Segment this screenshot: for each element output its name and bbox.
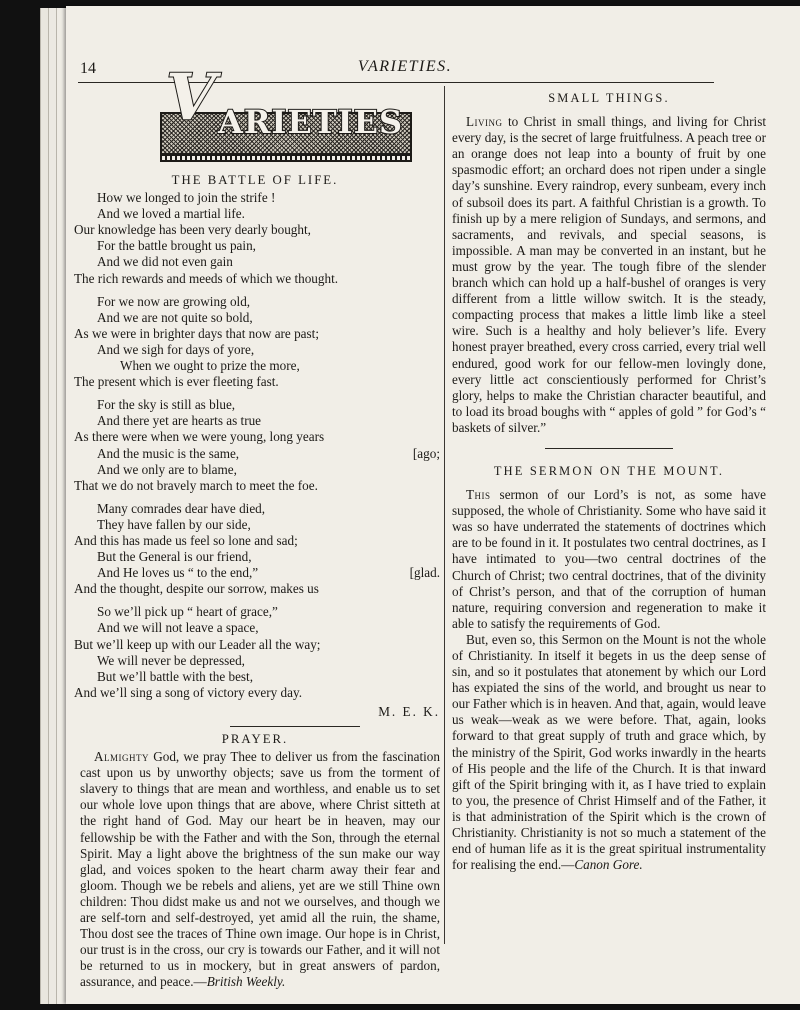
poem-line-text: We will never be depressed,: [97, 652, 245, 668]
prayer-credit: British Weekly.: [206, 974, 286, 990]
sermon-paragraph-2: [452, 632, 766, 873]
poem-line: [80, 310, 440, 326]
poem-line: [74, 478, 440, 494]
prayer-body: God, we pray Thee to deliver us from the fascination cast upon us by unworthy objects; save us from the torment of slavery to things that are mean and worthless, and enable us to set our whole love upon things that are above, where Christ sitteth at the right hand of God. May our heart be in heaven, may our fellowship be with the Father and with the Son, through the eternal Spirit. May a light above the brightness of the sun make our way glad, and voices spoken to the heart charm away their fear and gloom. Though we be rebels and aliens, yet are we still Thine own children: Thou didst make us and not we ourselves, and though we are self-torn and self-destroyed, yet amid all the ruin, the shame, Thou dost see the traces of Thine own image. Our hope is in Christ, our trust is in the cross, our cry is towards our Father, and it will not be returned to us in mockery, but in great answers of pardon, assurance, and peace.—: [80, 749, 440, 990]
poem-stanza: [74, 500, 440, 598]
poem-line: [74, 533, 440, 549]
sermon-p2-body: But, even so, this Sermon on the Mount is not the whole of Christianity. In itself it begets in us the deep sense of sin, and so it postulates that atonement by which our Lord has expiated the sins of the world, and brought us near to our Father which is in heaven. And that, again, would leave us weak—weak as we were before. That, again, looks forward to that great supply of truth and grace which, by the ministry of the Spirit, God works inwardly in the hearts of His people and the life of the Church. It is that inward gift of the Spirit bringing with it, as I have tried to explain to you, the presence of Christ Himself and of the Father, it is that administration of the Spirit which is the crown of Christianity. Christianity is not so much a statement of the end of human life as it is the great spiritual instrumentality for realising the end.—: [452, 631, 766, 873]
poem-line: [80, 620, 440, 636]
poem-line: [74, 222, 440, 238]
poem-line-text: And we will not leave a space,: [97, 620, 259, 636]
poem-line-text: And we sigh for days of yore,: [97, 341, 255, 357]
running-title: VARIETIES.: [357, 58, 453, 75]
poem-line-text: They have fallen by our side,: [97, 516, 251, 532]
poem-signature: M. E. K.: [378, 703, 440, 719]
poem-line: [80, 501, 440, 517]
poem-line-text: And the music is the same,: [97, 445, 240, 461]
poem-line-text: And we are not quite so bold,: [97, 309, 253, 325]
poem-line-text: Many comrades dear have died,: [97, 500, 266, 516]
poem-line-text: And the thought, despite our sorrow, makes us: [74, 581, 319, 597]
poem-line-text: The present which is ever fleeting fast.: [74, 374, 279, 390]
poem-line: [80, 549, 440, 565]
section-divider: [230, 726, 360, 727]
small-things-title: SMALL THINGS.: [548, 91, 670, 105]
sermon-lead-word: This: [466, 487, 491, 503]
section-divider: [545, 448, 673, 449]
prayer-title: PRAYER.: [221, 732, 289, 746]
sermon-title: THE SERMON ON THE MOUNT.: [493, 463, 725, 478]
prayer-text: [80, 749, 440, 990]
poem-title: THE BATTLE OF LIFE.: [171, 173, 339, 187]
poem-line-text: And we loved a martial life.: [97, 206, 245, 222]
poem-line-text: And we’ll sing a song of victory every day.: [74, 684, 303, 700]
poem-stanza: [74, 293, 440, 391]
poem-line: [80, 446, 440, 462]
column-rule: [444, 86, 445, 944]
sermon-paragraph-1: [452, 487, 766, 632]
small-things-lead-word: Living: [466, 114, 503, 130]
poem-stanza: [74, 397, 440, 494]
poem-line-text: For the sky is still as blue,: [97, 397, 236, 413]
poem-line: [80, 669, 440, 685]
poem-line: [80, 413, 440, 429]
poem-line-text: So we’ll pick up “ heart of grace,”: [97, 604, 278, 620]
banner-word: ARIETIES: [218, 103, 404, 141]
poem-line: [80, 190, 440, 206]
poem-line: [74, 326, 440, 342]
magazine-page: [66, 6, 800, 1004]
poem-line-text: The rich rewards and meeds of which we thought.: [74, 270, 339, 286]
poem-line-text: How we longed to join the strife !: [97, 190, 276, 206]
poem-line-text: But we’ll battle with the best,: [97, 668, 254, 684]
page-number: 14: [80, 60, 96, 77]
poem-line: [80, 294, 440, 310]
poem-line: [80, 462, 440, 478]
prayer-lead-word: Almighty: [94, 749, 150, 765]
small-things-body: to Christ in small things, and living for Christ every day, is the secret of large fruitfulness. A peach tree or an orange does not leap into a bounty of fruit by one spasmodic effort; an orchard does not ripen under a single day’s sunshine. Every raindrop, every sunbeam, every inch of subsoil does its part. A faithful Christian is a growth. To finish up by a mere religion of Sundays, and sermons, and sacraments, and revivals, and special seasons, is impossible. A man may be converted in an instant, but he must grow by the year. The tough fibre of the slender branch which can hold up a half-bushel of oranges is very different from a little willow switch. It is the steady, compacting process that makes a little limb like a steel wire. Such is a healthy and holy believer’s life. Every honest prayer breathed, every cross carried, every trial well endured, good work for our fellow-men lovingly done, every little act conscientiously performed for Christ’s glory, helps to make the Christian character beautiful, and to load its broad boughs with “ apples of gold ” for God’s “ baskets of silver.”: [452, 114, 766, 435]
banner-initial: V: [166, 60, 216, 135]
poem-battle-of-life: [74, 190, 440, 701]
poem-line: [74, 581, 440, 597]
small-things-text: [452, 114, 766, 436]
poem-line: [80, 604, 440, 620]
poem-line-text: And there yet are hearts as true: [97, 413, 262, 429]
poem-line-text: But we’ll keep up with our Leader all the way;: [74, 636, 321, 652]
sermon-p1-body: sermon of our Lord’s is not, as some have supposed, the whole of Christianity. Some who have said it was so have underrated the statements of doctrines which are to be found in it. It postulates two central doctrines, as I have intimated to you—two central doctrines of the Church of Christ; two central doctrines, that of the divinity of Christ’s person, and that of the corruption of human nature, requiring conversion and regeneration to make it able to satisfy the requirements of God.: [452, 487, 766, 631]
poem-line-carryover: [glad.: [409, 565, 440, 581]
right-column: [452, 88, 766, 873]
sermon-credit: Canon Gore.: [574, 857, 643, 873]
poem-line: [80, 342, 440, 358]
poem-line-text: That we do not bravely march to meet the foe.: [74, 477, 318, 493]
poem-line-text: For we now are growing old,: [97, 293, 251, 309]
poem-line: [74, 271, 440, 287]
poem-line: [80, 358, 440, 374]
poem-line-text: As there were when we were young, long years: [74, 429, 325, 445]
poem-stanza: [74, 190, 440, 287]
poem-stanza: [74, 604, 440, 701]
poem-line-carryover: [ago;: [412, 445, 440, 461]
poem-line-text: And this has made us feel so lone and sad;: [74, 532, 298, 548]
poem-line: [80, 517, 440, 533]
poem-line-text: Our knowledge has been very dearly bought,: [74, 222, 311, 238]
poem-line-text: As we were in brighter days that now are past;: [74, 325, 319, 341]
poem-line: [74, 685, 440, 701]
poem-line-text: And we did not even gain: [97, 254, 233, 270]
poem-line: [80, 565, 440, 581]
poem-line-text: When we ought to prize the more,: [120, 358, 300, 374]
poem-line: [80, 397, 440, 413]
poem-line-text: And we only are to blame,: [97, 461, 237, 477]
poem-line: [80, 254, 440, 270]
poem-line: [74, 637, 440, 653]
poem-line: [80, 238, 440, 254]
banner-lettering: [166, 60, 406, 170]
poem-line-text: And He loves us “ to the end,”: [97, 565, 259, 581]
poem-line-text: But the General is our friend,: [97, 549, 252, 565]
poem-line-text: For the battle brought us pain,: [97, 238, 256, 254]
poem-line: [74, 374, 440, 390]
poem-line: [74, 429, 440, 445]
varieties-banner: [160, 60, 408, 170]
poem-line: [80, 206, 440, 222]
poem-line: [80, 653, 440, 669]
